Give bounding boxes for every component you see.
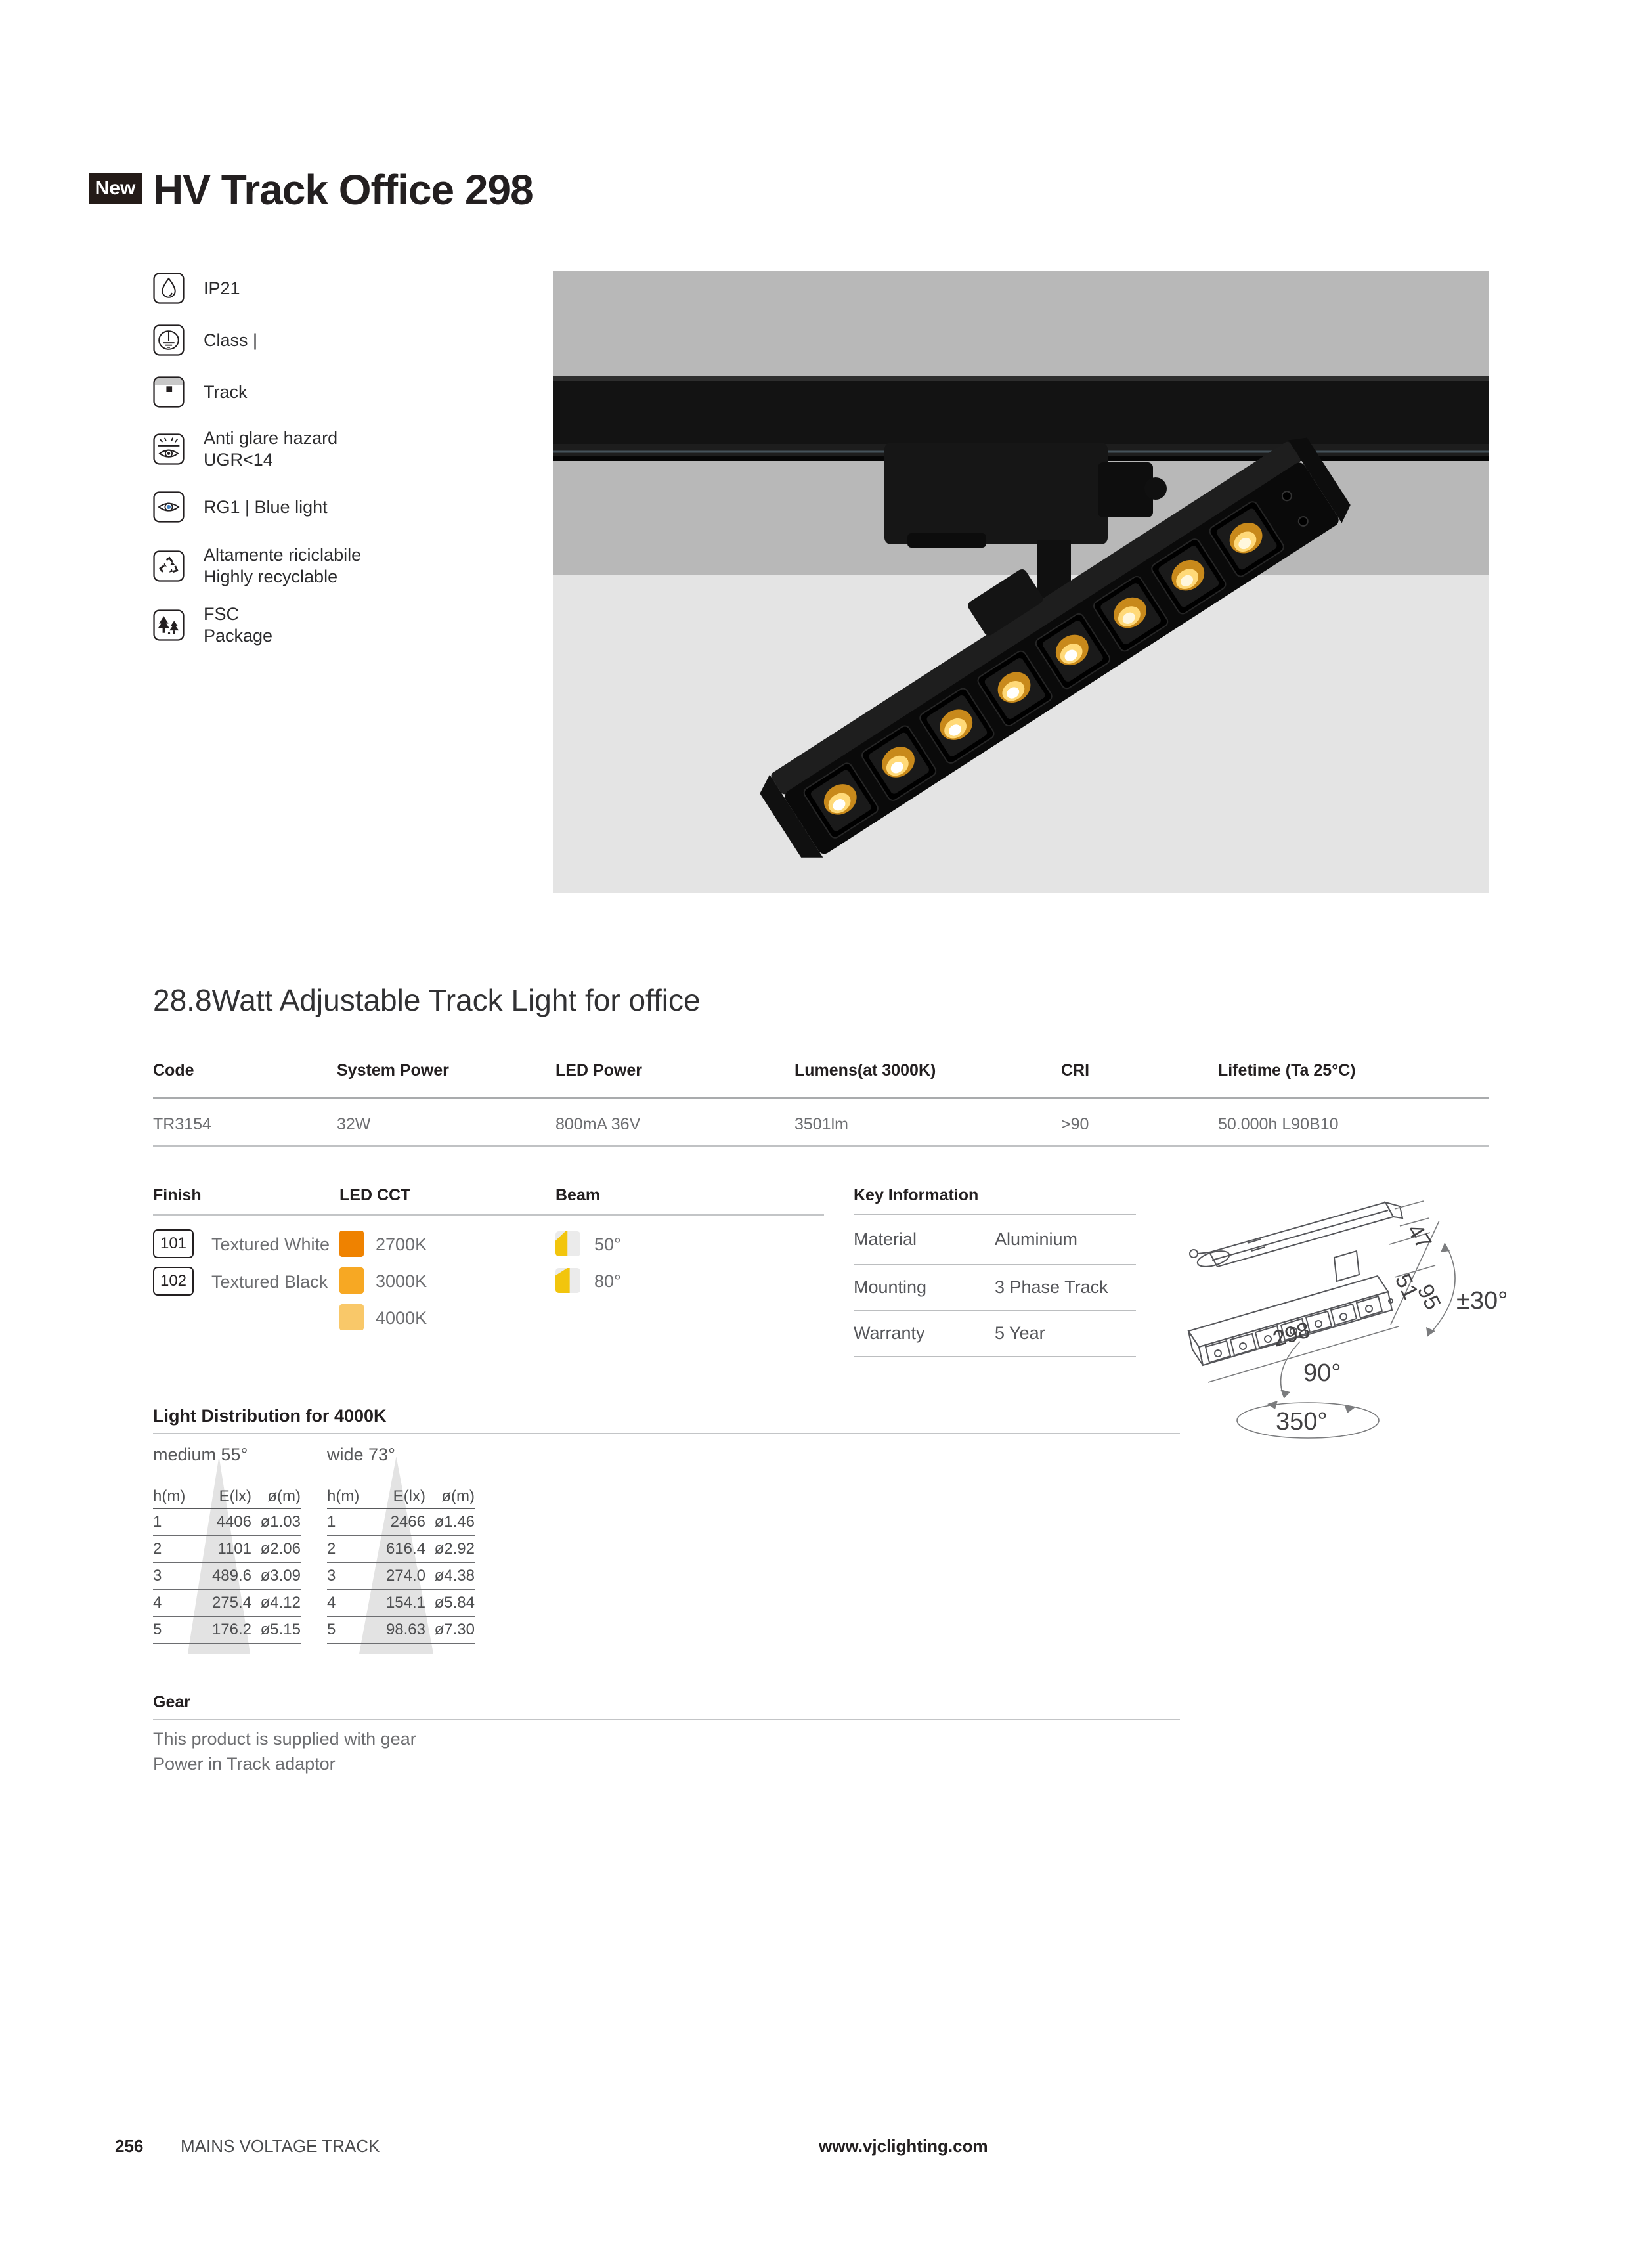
blue-light-icon [153, 491, 185, 523]
spec-value-lifetime: 50.000h L90B10 [1218, 1115, 1339, 1133]
track-light-photo [553, 271, 1489, 893]
key-rule [854, 1356, 1136, 1357]
feature-label: Package [204, 626, 273, 646]
cct-label: 4000K [376, 1308, 427, 1328]
dim-length: 298 [1270, 1317, 1313, 1352]
table-row: 2 1101 ø2.06 [153, 1536, 301, 1563]
gear-text: This product is supplied with gear [153, 1729, 416, 1749]
track-icon [153, 376, 185, 408]
dim-rotation: 350° [1276, 1408, 1328, 1435]
cct-swatch-2700k [339, 1231, 364, 1257]
table-row: 3 274.0 ø4.38 [327, 1563, 475, 1590]
beam-label: 80° [594, 1271, 621, 1291]
dim-depth: 51 [1389, 1269, 1424, 1304]
spec-header-code: Code [153, 1061, 194, 1080]
distribution-table-wide [327, 1485, 475, 1644]
finish-title: Finish [153, 1186, 202, 1204]
feature-track [153, 376, 248, 408]
col-header: E(lx) [380, 1485, 425, 1508]
spec-value-lumens: 3501lm [794, 1115, 848, 1133]
key-information-title: Key Information [854, 1186, 979, 1204]
distribution-table-medium [153, 1485, 301, 1644]
col-header: ø(m) [251, 1485, 301, 1508]
beam-icon-50 [555, 1231, 580, 1256]
spec-value-led-power: 800mA 36V [555, 1115, 641, 1133]
key-label-mounting: Mounting [854, 1277, 927, 1297]
feature-class [153, 324, 257, 356]
options-rule [153, 1214, 824, 1216]
key-value-material: Aluminium [995, 1229, 1078, 1249]
gear-title: Gear [153, 1693, 190, 1711]
distribution-rule [153, 1433, 1180, 1434]
table-row: 5 176.2 ø5.15 [153, 1617, 301, 1644]
spec-header-cri: CRI [1061, 1061, 1090, 1080]
spec-header-rule [153, 1097, 1489, 1099]
distribution-name-wide: wide 73° [327, 1445, 395, 1464]
finish-label: Textured White [211, 1235, 330, 1254]
feature-label: Class | [204, 330, 258, 350]
table-row: 2 616.4 ø2.92 [327, 1536, 475, 1563]
footer-section: MAINS VOLTAGE TRACK [181, 2136, 380, 2156]
finish-label: Textured Black [211, 1272, 328, 1292]
spec-header-system-power: System Power [337, 1061, 449, 1080]
feature-label: Altamente riciclabile [204, 545, 362, 565]
cct-label: 3000K [376, 1271, 427, 1291]
dim-tilt: ±30° [1456, 1287, 1508, 1315]
cct-swatch-3000k [339, 1267, 364, 1294]
feature-label: Anti glare hazard [204, 428, 338, 448]
dim-width: 47 [1402, 1219, 1437, 1254]
distribution-title: Light Distribution for 4000K [153, 1406, 387, 1426]
key-label-material: Material [854, 1229, 917, 1249]
finish-code-box: 101 [153, 1229, 194, 1258]
col-header: E(lx) [206, 1485, 251, 1508]
key-rule [854, 1310, 1136, 1311]
key-value-mounting: 3 Phase Track [995, 1277, 1108, 1297]
spec-header-led-power: LED Power [555, 1061, 642, 1080]
feature-label: Highly recyclable [204, 567, 338, 586]
gear-text: Power in Track adaptor [153, 1754, 336, 1774]
beam-title: Beam [555, 1186, 601, 1204]
distribution-name-medium: medium 55° [153, 1445, 248, 1464]
col-header: ø(m) [425, 1485, 475, 1508]
feature-label: RG1 | Blue light [204, 496, 328, 517]
dim-height: 95 [1412, 1280, 1446, 1314]
table-row: 1 4406 ø1.03 [153, 1508, 301, 1536]
fsc-icon [153, 609, 185, 641]
recyclable-icon [153, 550, 185, 582]
table-row: 4 275.4 ø4.12 [153, 1590, 301, 1617]
col-header: h(m) [153, 1485, 206, 1508]
anti-glare-icon [153, 433, 185, 465]
spec-header-lifetime: Lifetime (Ta 25°C) [1218, 1061, 1356, 1080]
finish-code-box: 102 [153, 1267, 194, 1296]
spec-value-cri: >90 [1061, 1115, 1089, 1133]
feature-label: FSC [204, 604, 239, 624]
product-subtitle: 28.8Watt Adjustable Track Light for office [153, 983, 701, 1017]
key-label-warranty: Warranty [854, 1323, 925, 1343]
table-row: 3 489.6 ø3.09 [153, 1563, 301, 1590]
dimension-drawing [1169, 1179, 1523, 1455]
beam-label: 50° [594, 1235, 621, 1254]
feature-anti-glare [153, 428, 338, 470]
page-number: 256 [115, 2136, 144, 2156]
feature-label: IP21 [204, 278, 240, 298]
table-row: 5 98.63 ø7.30 [327, 1617, 475, 1644]
table-row: 1 2466 ø1.46 [327, 1508, 475, 1536]
page-title: HV Track Office 298 [153, 166, 533, 213]
feature-label: Track [204, 382, 248, 402]
dim-swivel: 90° [1303, 1359, 1341, 1387]
spec-row-rule [153, 1145, 1489, 1147]
feature-ip-rating [153, 273, 240, 304]
class1-icon [153, 324, 185, 356]
beam-icon-80 [555, 1268, 580, 1293]
feature-blue-light [153, 491, 328, 523]
feature-fsc [153, 604, 273, 646]
feature-recyclable [153, 545, 362, 586]
key-rule [854, 1264, 1136, 1265]
feature-label: UGR<14 [204, 450, 273, 470]
gear-rule [153, 1719, 1180, 1720]
col-header: h(m) [327, 1485, 380, 1508]
led-cct-title: LED CCT [339, 1186, 411, 1204]
cct-swatch-4000k [339, 1304, 364, 1330]
footer-website: www.vjclighting.com [819, 2136, 988, 2156]
key-rule [854, 1214, 1136, 1215]
key-value-warranty: 5 Year [995, 1323, 1045, 1343]
table-row: 4 154.1 ø5.84 [327, 1590, 475, 1617]
spec-value-system-power: 32W [337, 1115, 371, 1133]
new-badge: New [89, 173, 142, 204]
spec-header-lumens: Lumens(at 3000K) [794, 1061, 936, 1080]
spec-value-code: TR3154 [153, 1115, 211, 1133]
product-photo [553, 271, 1489, 893]
cct-label: 2700K [376, 1235, 427, 1254]
droplet-icon [153, 273, 185, 304]
